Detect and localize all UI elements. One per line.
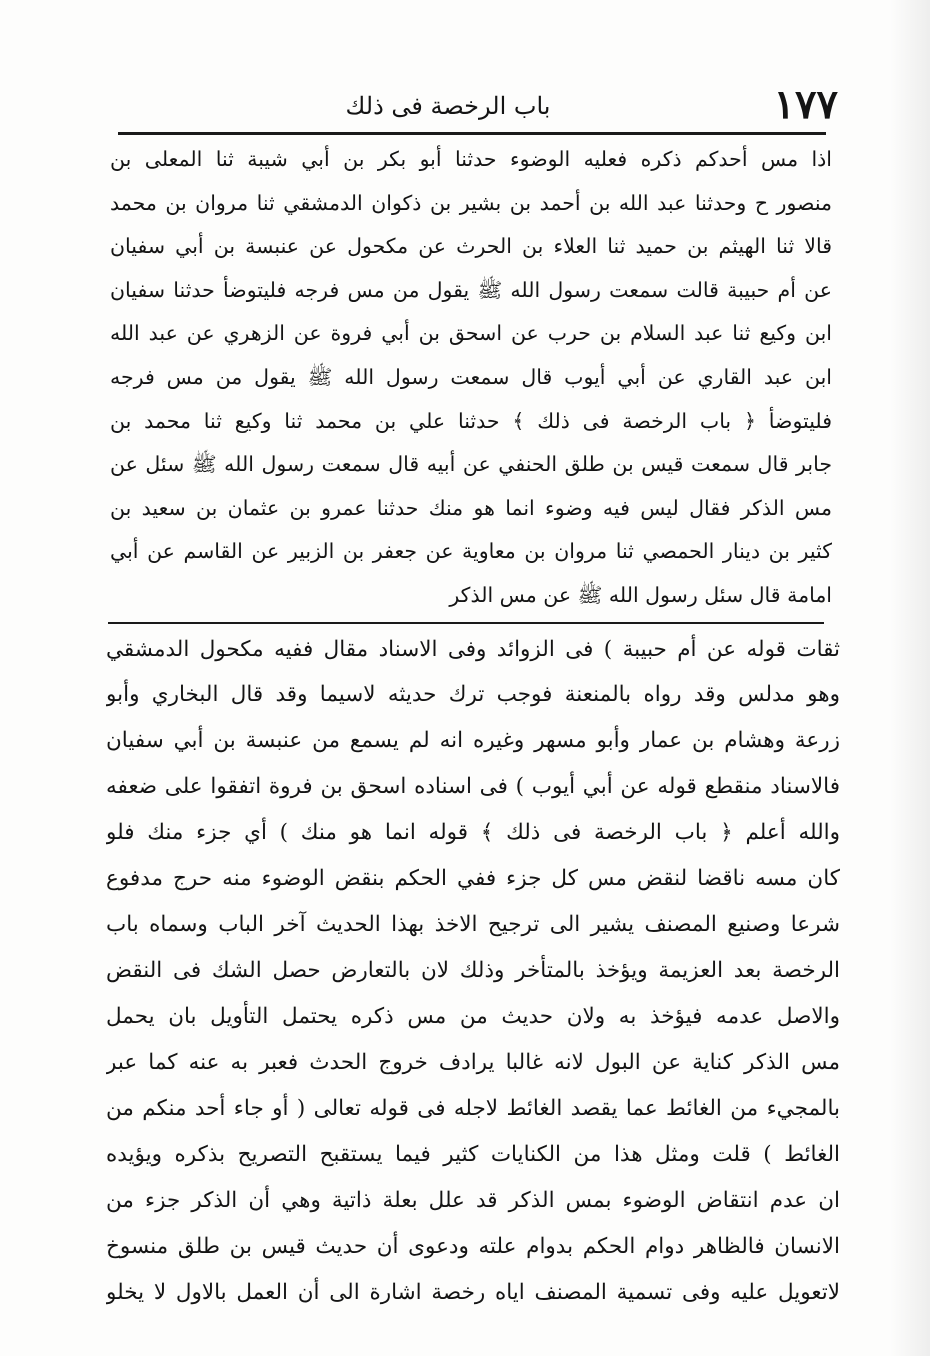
page-edge-shadow: [890, 0, 930, 1356]
hadith-line: اذا مس أحدكم ذكره فعليه الوضوء حدثنا أبو بكر بن أبي شيبة ثنا المعلى بن: [110, 147, 832, 171]
hadith-text: [110, 138, 832, 618]
commentary-line: زرعة وهشام بن عمار وأبو مسهر وغيره انه لم يسمع من عنبسة بن أبي سفيان: [106, 728, 840, 753]
commentary-line: لاتعويل عليه وفى تسمية المصنف اياه رخصة اشارة الى أن العمل بالاول لا يخلو: [106, 1280, 840, 1305]
hadith-line: عن أم حبيبة قالت سمعت رسول الله ﷺ يقول من مس فرجه فليتوضأ حدثنا سفيان: [110, 277, 832, 302]
commentary-text: [106, 628, 840, 1316]
hadith-line: ابن عبد القاري عن أبي أيوب قال سمعت رسول الله ﷺ يقول من مس فرجه: [110, 364, 832, 389]
hadith-line: كثير بن دينار الحمصي ثنا مروان بن معاوية عن جعفر بن الزبير عن القاسم عن أبي: [110, 539, 832, 564]
commentary-line: شرعا وصنيع المصنف يشير الى ترجيح الاخذ بهذا الحديث آخر الباب وسماه باب: [106, 912, 840, 937]
commentary-line: ثقات قوله عن أم حبيبة ) فى الزوائد وفى الاسناد مقال ففيه مكحول الدمشقي: [106, 637, 840, 662]
footnote-divider: [108, 622, 824, 624]
page-number: ١٧٧: [773, 81, 838, 128]
commentary-line: وهو مدلس وقد رواه بالمنعنة فوجب ترك حديثه لاسيما وقد قال البخاري وأبو: [106, 682, 840, 707]
commentary-line: كان مسه ناقضا لنقض مس كل جزء ففي الحكم بنقض الوضوء منه حرج مدفوع: [106, 866, 840, 891]
header-rule: [118, 132, 826, 135]
hadith-line: جابر قال سمعت قيس بن طلق الحنفي عن أبيه قال سمعت رسول الله ﷺ سئل عن: [110, 452, 832, 477]
hadith-line: منصور ح وحدثنا عبد الله بن أحمد بن بشير بن ذكوان الدمشقي ثنا مروان بن محمد: [110, 190, 832, 215]
commentary-line: والله أعلم ﴿ باب الرخصة فى ذلك ﴾ قوله انما هو منك ) أي جزء منك فلو: [106, 820, 840, 845]
commentary-line: ان عدم انتقاض الوضوء بمس الذكر قد علل بعلة ذاتية وهي أن الذكر جزء من: [106, 1188, 840, 1213]
commentary-line: الغائط ) قلت ومثل هذا من الكنايات كثير فيما يستقبح التصريح بذكره ويؤيده: [106, 1142, 840, 1167]
hadith-line: قالا ثنا الهيثم بن حميد ثنا العلاء بن الحرث عن مكحول عن عنبسة بن أبي سفيان: [110, 234, 832, 259]
hadith-line: ابن وكيع ثنا عبد السلام بن حرب عن اسحق بن أبي فروة عن الزهري عن عبد الله: [110, 321, 832, 346]
commentary-line: فالاسناد منقطع قوله عن أبي أيوب ) فى اسناده اسحق بن فروة اتفقوا على ضعفه: [106, 774, 840, 799]
page-header: [118, 82, 838, 128]
commentary-line: الانسان فالظاهر دوام الحكم بدوام علته ودعوى أن حديث قيس بن طلق منسوخ: [106, 1234, 840, 1259]
running-title: باب الرخصة فى ذلك: [345, 92, 551, 120]
hadith-line: امامة قال سئل رسول الله ﷺ عن مس الذكر: [449, 582, 832, 607]
commentary-line: مس الذكر كناية عن البول لانه غالبا يرادف خروج الحدث فعبر به عنه كما عبر: [106, 1050, 840, 1075]
hadith-line: مس الذكر فقال ليس فيه وضوء انما هو منك حدثنا عمرو بن عثمان بن سعيد بن: [110, 495, 832, 520]
commentary-line: والاصل عدمه فيؤخذ به ولان حديث من مس ذكره يحتمل التأويل بان يحمل: [106, 1004, 840, 1029]
commentary-line: بالمجيء من الغائط عما يقصد الغائط لاجله فى قوله تعالى ( أو جاء أحد منكم من: [106, 1096, 840, 1121]
commentary-line: الرخصة بعد العزيمة ويؤخذ بالمتأخر وذلك لان بالتعارض حصل الشك فى النقض: [106, 958, 840, 983]
hadith-line: فليتوضأ ﴿ باب الرخصة فى ذلك ﴾ حدثنا علي بن محمد ثنا وكيع ثنا محمد بن: [110, 408, 832, 433]
